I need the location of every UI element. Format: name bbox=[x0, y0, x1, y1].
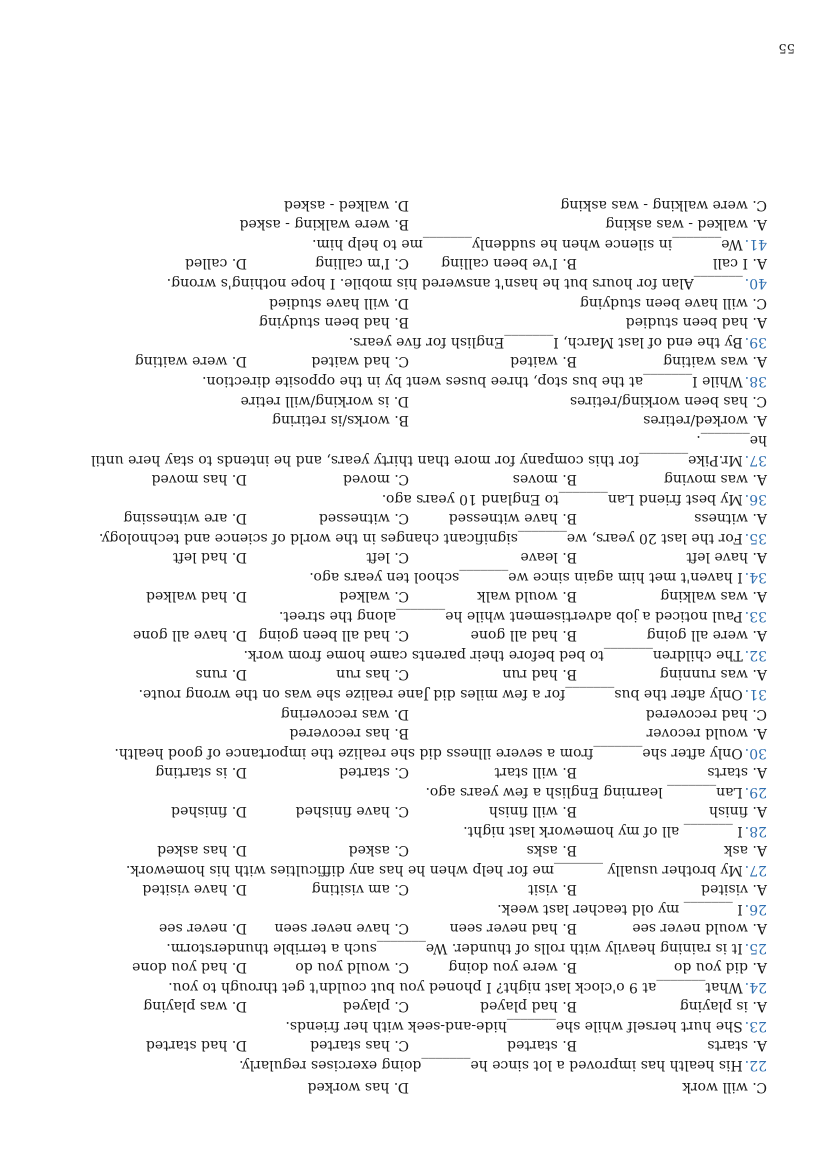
question-text bbox=[57, 1055, 767, 1075]
answer-option-d[interactable]: D. is working/will retire bbox=[240, 393, 409, 409]
answer-option-b[interactable]: B. had run bbox=[502, 666, 577, 682]
answer-option-a[interactable]: A. were all going bbox=[646, 627, 767, 643]
answer-options bbox=[57, 880, 767, 899]
option-c: C. will work bbox=[682, 1079, 767, 1095]
answer-option-a[interactable]: A. starts bbox=[707, 764, 767, 780]
question-text bbox=[57, 1016, 767, 1036]
answer-option-b[interactable]: B. had played bbox=[480, 998, 577, 1014]
question-number: 37. bbox=[744, 452, 767, 468]
answer-option-d[interactable]: D. runs bbox=[195, 666, 247, 682]
question-item bbox=[57, 919, 767, 958]
question-text bbox=[57, 234, 767, 254]
answer-option-d[interactable]: D. have all gone bbox=[132, 627, 247, 643]
question-prompt: While I_______at the bus stop, three buses went by in the opposite direction. bbox=[202, 373, 743, 389]
answer-option-b[interactable]: B. leave bbox=[520, 549, 577, 565]
answer-options bbox=[57, 509, 767, 528]
question-number: 23. bbox=[744, 1018, 767, 1034]
question-number: 32. bbox=[744, 647, 767, 663]
answer-option-c[interactable]: C. played bbox=[342, 998, 409, 1014]
answer-options bbox=[57, 1036, 767, 1055]
question-number: 34. bbox=[744, 569, 767, 585]
answer-option-d[interactable]: D. finished bbox=[171, 803, 247, 819]
question-prompt: His health has improved a lot since he_______doing exercises regularly. bbox=[239, 1057, 743, 1073]
answer-option-a[interactable]: A. finish bbox=[708, 803, 767, 819]
question-item bbox=[57, 880, 767, 919]
answer-option-b[interactable]: B. will start bbox=[494, 764, 577, 780]
question-number: 38. bbox=[744, 373, 767, 389]
answer-option-d[interactable]: D. had walked bbox=[146, 588, 247, 604]
question-text bbox=[57, 782, 767, 802]
question-prompt: I haven't met him again since we_______school ten years ago. bbox=[309, 569, 743, 585]
answer-option-a[interactable]: A. was moving bbox=[663, 471, 767, 487]
answer-option-c[interactable]: C. walked bbox=[339, 588, 409, 604]
question-number: 25. bbox=[744, 940, 767, 956]
answer-option-a[interactable]: A. ask bbox=[723, 842, 767, 858]
answer-option-a[interactable]: A. worked/retires bbox=[643, 412, 767, 428]
question-prompt: I _______ all of my homework last night. bbox=[463, 823, 743, 839]
page-number: 55 bbox=[778, 40, 795, 55]
question-text bbox=[57, 977, 767, 997]
question-item bbox=[57, 195, 767, 254]
answer-option-b[interactable]: B. will finish bbox=[488, 803, 577, 819]
question-number: 29. bbox=[744, 784, 767, 800]
question-text bbox=[57, 489, 767, 509]
question-prompt: Mr.Pike_______for this company for more than thirty years, and he intends to stay here until bbox=[91, 452, 743, 468]
question-text bbox=[57, 821, 767, 841]
answer-option-c[interactable]: C. would you do bbox=[295, 959, 409, 975]
answer-option-d[interactable]: D. was recovering bbox=[280, 706, 409, 722]
answer-options bbox=[57, 704, 767, 743]
question-text bbox=[57, 743, 767, 763]
question-prompt: I _______ my old teacher last week. bbox=[497, 901, 743, 917]
question-number: 31. bbox=[744, 686, 767, 702]
question-prompt: We_______in silence when he suddenly_______me to help him. bbox=[311, 236, 743, 252]
question-prompt-continued: he_______. bbox=[696, 432, 767, 448]
question-prompt: What_______at 9 o'clock last night? I phoned you but couldn't get through to you. bbox=[168, 979, 743, 995]
answer-option-c[interactable]: C. I'm calling bbox=[315, 255, 409, 271]
question-item bbox=[57, 352, 767, 391]
question-prompt: My brother usually _______me for help when he has any difficulties with his homework. bbox=[125, 862, 743, 878]
answer-option-c[interactable]: C. witnessed bbox=[318, 510, 409, 526]
question-number: 24. bbox=[744, 979, 767, 995]
answer-option-c[interactable]: C. asked bbox=[348, 842, 409, 858]
question-prompt: It is raining heavily with rolls of thunder. We_______such a terrible thunderstorm. bbox=[166, 940, 743, 956]
answer-option-b[interactable]: B. visit bbox=[528, 881, 577, 897]
answer-option-d[interactable]: D. walked - asked bbox=[283, 197, 409, 213]
answer-option-b[interactable]: B. I've been calling bbox=[441, 255, 577, 271]
question-prompt: Only after she_______from a severe illness did she realize the importance of good health. bbox=[114, 745, 743, 761]
answer-options bbox=[57, 626, 767, 645]
answer-options bbox=[57, 195, 767, 234]
answer-option-c[interactable]: C. were walking - was asking bbox=[560, 197, 767, 213]
question-number: 33. bbox=[744, 608, 767, 624]
question-list bbox=[57, 195, 767, 1097]
answer-option-d[interactable]: D. will have studied bbox=[268, 295, 409, 311]
question-item bbox=[57, 763, 767, 802]
question-text bbox=[57, 332, 767, 352]
answer-option-b[interactable]: B. started bbox=[507, 1037, 577, 1053]
question-item bbox=[57, 802, 767, 841]
answer-option-c[interactable]: C. have finished bbox=[295, 803, 409, 819]
question-item bbox=[57, 548, 767, 587]
answer-options bbox=[57, 919, 767, 938]
answer-option-d[interactable]: D. had left bbox=[173, 549, 247, 565]
question-number: 35. bbox=[744, 530, 767, 546]
question-number: 28. bbox=[744, 823, 767, 839]
answer-options bbox=[57, 470, 767, 489]
question-item bbox=[57, 470, 767, 509]
question-item bbox=[57, 254, 767, 293]
question-number: 41. bbox=[744, 236, 767, 252]
question-number: 26. bbox=[744, 901, 767, 917]
option-d: D. has worked bbox=[307, 1079, 409, 1095]
answer-option-d[interactable]: D. had you done bbox=[132, 959, 247, 975]
answer-option-c[interactable]: C. started bbox=[339, 764, 409, 780]
answer-option-a[interactable]: A. I call bbox=[712, 255, 767, 271]
answer-option-a[interactable]: A. would recover bbox=[646, 725, 767, 741]
answer-options bbox=[57, 391, 767, 430]
question-text bbox=[57, 860, 767, 880]
answer-options bbox=[57, 958, 767, 977]
answer-options bbox=[57, 293, 767, 332]
answer-option-b[interactable]: B. had never seen bbox=[449, 920, 577, 936]
answer-option-d[interactable]: D. is starting bbox=[155, 764, 247, 780]
answer-option-b[interactable]: B. moves bbox=[512, 471, 577, 487]
answer-option-d[interactable]: D. had started bbox=[145, 1037, 247, 1053]
question-prompt: For the last 20 years, we_______significant changes in the world of science and technology. bbox=[98, 530, 743, 546]
answer-options bbox=[57, 254, 767, 273]
answer-option-c[interactable]: C. will have been studying bbox=[579, 295, 767, 311]
answer-option-d[interactable]: D. has asked bbox=[157, 842, 247, 858]
question-text bbox=[57, 899, 767, 919]
answer-option-a[interactable]: A. was walking bbox=[660, 588, 767, 604]
answer-option-a[interactable]: A. was running bbox=[659, 666, 767, 682]
answer-option-a[interactable]: A. is playing bbox=[679, 998, 767, 1014]
question-item bbox=[57, 509, 767, 548]
answer-option-a[interactable]: A. had been studied bbox=[625, 314, 767, 330]
answer-options bbox=[57, 352, 767, 371]
question-prompt: The children_______to bed before their parents came home from work. bbox=[243, 647, 743, 663]
answer-option-b[interactable]: B. asks bbox=[526, 842, 577, 858]
answer-option-c[interactable]: C. has been working/retires bbox=[569, 393, 767, 409]
answer-options bbox=[57, 997, 767, 1016]
answer-option-d[interactable]: D. was playing bbox=[143, 998, 247, 1014]
question-text bbox=[57, 938, 767, 958]
question-item bbox=[57, 997, 767, 1036]
question-prompt: She hurt herself while she_______hide-and-seek with her friends. bbox=[285, 1018, 743, 1034]
answer-option-c[interactable]: C. has started bbox=[310, 1037, 409, 1053]
answer-option-b[interactable]: B. has recovered bbox=[289, 725, 409, 741]
question-prompt: Lan_______ learning English a few years ago. bbox=[425, 784, 743, 800]
question-number: 39. bbox=[744, 334, 767, 350]
answer-option-b[interactable]: B. were you doing bbox=[448, 959, 577, 975]
answer-option-a[interactable]: A. was waiting bbox=[663, 353, 767, 369]
answer-option-d[interactable]: D. has moved bbox=[151, 471, 247, 487]
answer-option-b[interactable]: B. works/is retiring bbox=[271, 412, 409, 428]
answer-option-c[interactable]: C. had recovered bbox=[645, 706, 767, 722]
answer-option-d[interactable]: D. have visited bbox=[142, 881, 247, 897]
question-number: 22. bbox=[744, 1057, 767, 1073]
answer-options bbox=[57, 763, 767, 782]
answer-option-a[interactable]: A. would never see bbox=[632, 920, 767, 936]
question-item bbox=[57, 665, 767, 704]
answer-option-a[interactable]: A. witness bbox=[694, 510, 767, 526]
question-text bbox=[57, 645, 767, 665]
answer-option-b[interactable]: B. have witnessed bbox=[448, 510, 577, 526]
answer-option-a[interactable]: A. walked - was asking bbox=[605, 216, 767, 232]
answer-options bbox=[57, 548, 767, 567]
question-number: 40. bbox=[744, 275, 767, 291]
question-item bbox=[57, 1036, 767, 1075]
question-text bbox=[57, 450, 767, 470]
question-text bbox=[57, 371, 767, 391]
answer-option-c[interactable]: C. had all been going bbox=[258, 627, 409, 643]
answer-option-d[interactable]: D. called bbox=[184, 255, 247, 271]
carryover-options bbox=[57, 1075, 767, 1097]
answer-option-a[interactable]: A. starts bbox=[707, 1037, 767, 1053]
answer-option-c[interactable]: C. left bbox=[366, 549, 409, 565]
answer-option-d[interactable]: D. were waiting bbox=[134, 353, 247, 369]
question-item bbox=[57, 841, 767, 880]
question-prompt: _______Alan for hours but he hasn't answered his mobile. I hope nothing's wrong. bbox=[166, 275, 743, 291]
answer-option-b[interactable]: B. would walk bbox=[477, 588, 577, 604]
answer-option-b[interactable]: B. had been studying bbox=[258, 314, 409, 330]
answer-option-a[interactable]: A. have left bbox=[686, 549, 767, 565]
answer-option-d[interactable]: D. never see bbox=[158, 920, 247, 936]
question-text bbox=[57, 528, 767, 548]
question-text bbox=[57, 606, 767, 626]
question-text bbox=[57, 567, 767, 587]
answer-option-d[interactable]: D. are witnessing bbox=[123, 510, 247, 526]
question-text bbox=[57, 684, 767, 704]
question-item bbox=[57, 704, 767, 763]
answer-option-c[interactable]: C. am visiting bbox=[311, 881, 409, 897]
answer-options bbox=[57, 665, 767, 684]
answer-option-a[interactable]: A. visited bbox=[701, 881, 767, 897]
answer-option-c[interactable]: C. had waited bbox=[311, 353, 409, 369]
question-item bbox=[57, 293, 767, 352]
answer-option-b[interactable]: B. had all gone bbox=[470, 627, 577, 643]
question-item bbox=[57, 391, 767, 470]
answer-option-a[interactable]: A. did you do bbox=[673, 959, 767, 975]
answer-options bbox=[57, 802, 767, 821]
question-text bbox=[57, 273, 767, 293]
question-prompt: By the end of last March, I_______English for five years. bbox=[348, 334, 743, 350]
question-item bbox=[57, 587, 767, 626]
question-prompt: Only after the bus_______for a few miles did Jane realize she was on the wrong route. bbox=[138, 686, 743, 702]
question-number: 36. bbox=[744, 491, 767, 507]
answer-option-b[interactable]: B. were walking - asked bbox=[239, 216, 409, 232]
answer-option-c[interactable]: C. have never seen bbox=[274, 920, 409, 936]
answer-options bbox=[57, 841, 767, 860]
question-prompt: My best friend Lan_______to England 10 years ago. bbox=[381, 491, 743, 507]
question-number: 30. bbox=[744, 745, 767, 761]
question-item bbox=[57, 626, 767, 665]
answer-option-b[interactable]: B. waited bbox=[510, 353, 577, 369]
question-prompt: Paul noticed a job advertisement while he_______along the street. bbox=[278, 608, 743, 624]
answer-option-c[interactable]: C. moved bbox=[343, 471, 409, 487]
question-number: 27. bbox=[744, 862, 767, 878]
answer-option-c[interactable]: C. has run bbox=[336, 666, 409, 682]
question-item bbox=[57, 958, 767, 997]
answer-options bbox=[57, 587, 767, 606]
